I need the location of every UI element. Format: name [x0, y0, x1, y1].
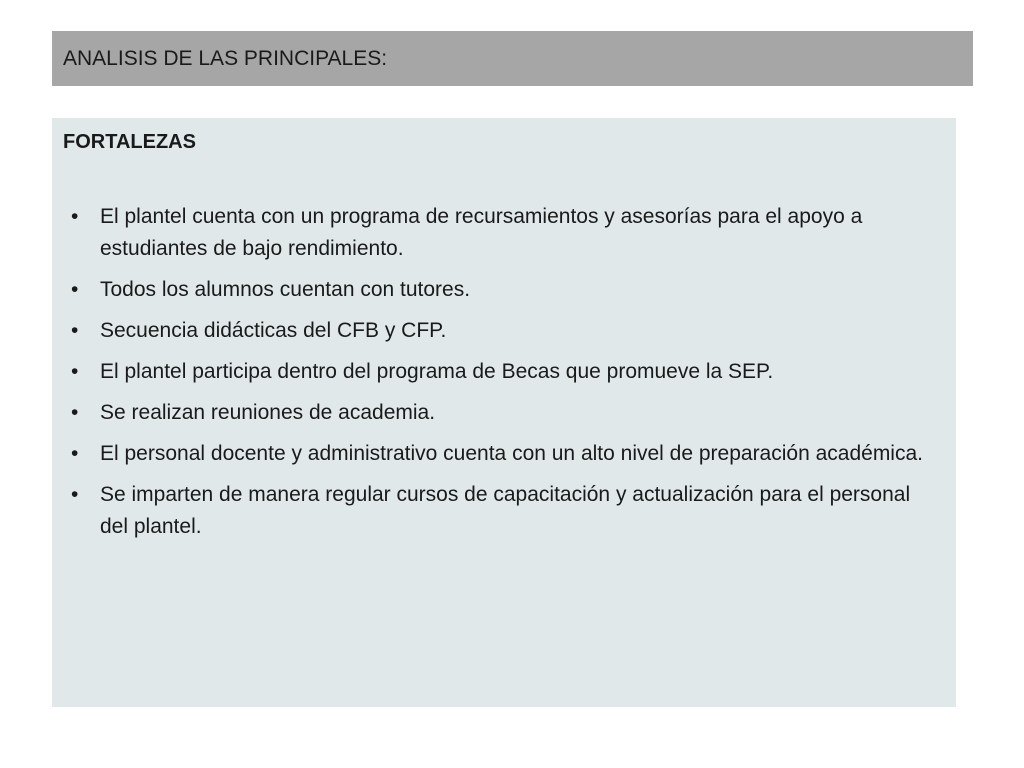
section-heading: FORTALEZAS: [63, 131, 196, 153]
list-item: [63, 356, 942, 388]
strengths-list: [63, 201, 942, 543]
list-item-text: Se imparten de manera regular cursos de capacitación y actualización para el personal del plantel.: [100, 483, 911, 538]
list-item-text: Todos los alumnos cuentan con tutores.: [100, 278, 471, 301]
list-item: [63, 315, 942, 347]
list-item: [63, 397, 942, 429]
slide-title: ANALISIS DE LAS PRINCIPALES:: [63, 46, 388, 70]
bullet-icon: •: [71, 278, 79, 301]
bullet-icon: •: [71, 483, 79, 506]
list-item: [63, 438, 942, 470]
list-item-text: El plantel cuenta con un programa de recursamientos y asesorías para el apoyo a estudiantes de bajo rendimiento.: [100, 205, 863, 260]
bullet-icon: •: [71, 401, 79, 424]
bullet-icon: •: [71, 442, 79, 465]
slide-title-bar: [52, 31, 973, 86]
list-item-text: Secuencia didácticas del CFB y CFP.: [100, 319, 447, 342]
bullet-icon: •: [71, 205, 79, 228]
bullet-icon: •: [71, 319, 79, 342]
list-item: [63, 274, 942, 306]
list-item: [63, 479, 942, 543]
bullet-icon: •: [71, 360, 79, 383]
list-item: [63, 201, 942, 265]
list-item-text: Se realizan reuniones de academia.: [100, 401, 436, 424]
list-item-text: El plantel participa dentro del programa de Becas que promueve la SEP.: [100, 360, 774, 383]
list-item-text: El personal docente y administrativo cuenta con un alto nivel de preparación académica.: [100, 442, 923, 465]
content-panel: [52, 118, 956, 707]
